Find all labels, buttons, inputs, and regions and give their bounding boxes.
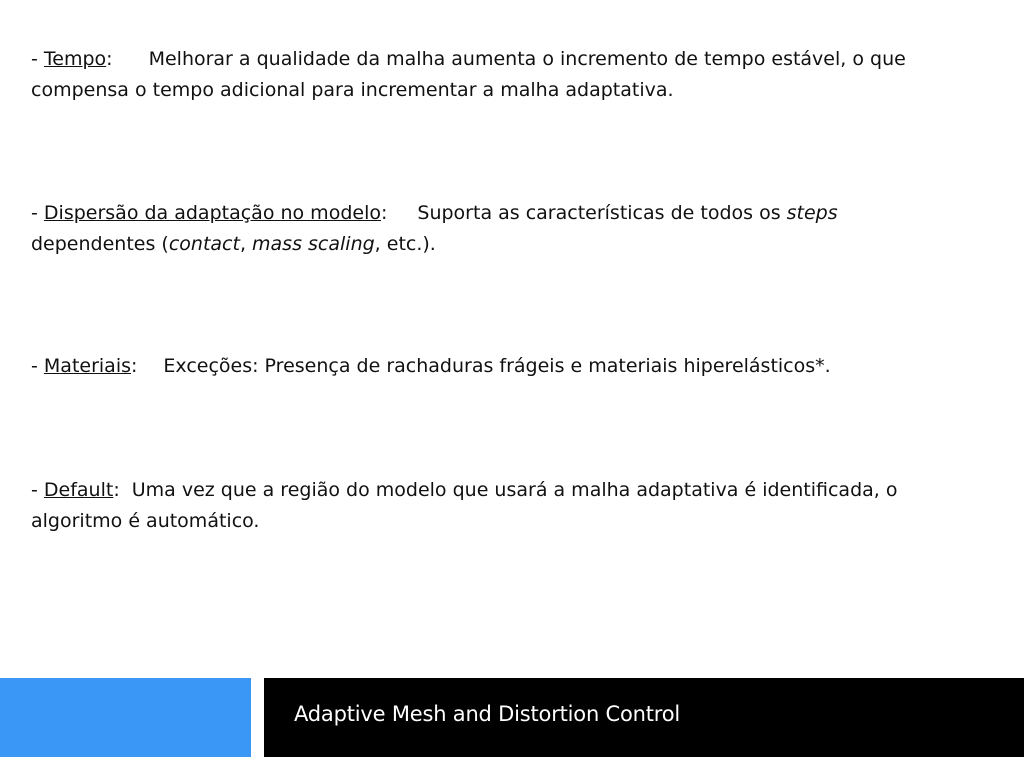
footer-title: Adaptive Mesh and Distortion Control (294, 702, 681, 726)
bullet-default (31, 475, 961, 537)
bullet-text: Melhorar a qualidade da malha aumenta o incremento de tempo estável, o que compensa o tempo adicional para incrementar a malha adaptativa. (31, 48, 906, 101)
footer-bar (264, 678, 1024, 757)
term-tempo: Tempo (43, 48, 107, 70)
footer-accent-block (0, 678, 251, 757)
bullet-text-end: , etc.). (374, 233, 436, 255)
bullet-text-cont: dependentes ( (31, 233, 169, 255)
bullet-dash: - (31, 202, 44, 224)
em-steps: steps (786, 202, 838, 224)
bullet-dispersao (31, 198, 961, 260)
term-default: Default (43, 479, 114, 501)
bullet-text: Exceções: Presença de rachaduras frágeis e materiais hiperelásticos*. (163, 355, 831, 377)
bullet-text: Suporta as características de todos os (417, 202, 787, 224)
bullet-text-sep: , (239, 233, 253, 255)
term-dispersao: Dispersão da adaptação no modelo (43, 202, 381, 224)
term-colon: : (380, 202, 388, 224)
bullet-dash: - (31, 355, 44, 377)
bullet-dash: - (31, 48, 44, 70)
em-contact: contact (168, 233, 240, 255)
bullet-text: Uma vez que a região do modelo que usará a malha adaptativa é identificada, o algoritmo é automático. (31, 479, 898, 532)
term-colon: : (106, 48, 113, 70)
term-colon: : (113, 479, 120, 501)
term-materiais: Materiais (43, 355, 131, 377)
bullet-dash: - (31, 479, 44, 501)
em-mass-scaling: mass scaling (252, 233, 375, 255)
term-colon: : (131, 355, 138, 377)
bullet-materiais (31, 351, 961, 382)
bullet-tempo (31, 44, 961, 106)
